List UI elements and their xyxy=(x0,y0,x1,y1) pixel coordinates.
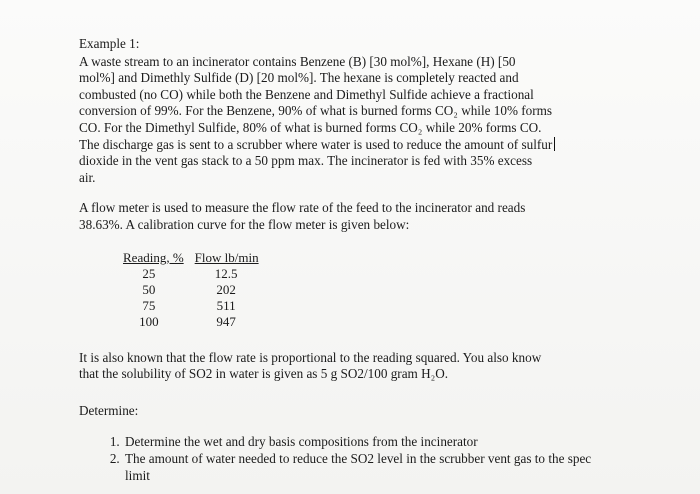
determine-label: Determine: xyxy=(79,402,139,418)
list-item: 1. Determine the wet and dry basis compositions from the incinerator xyxy=(123,434,619,451)
intro-line: The discharge gas is sent to a scrubber where water is used to reduce the amount of sulfur xyxy=(79,136,553,152)
reading-cell: 75 xyxy=(142,297,156,313)
flow-line: 38.63%. A calibration curve for the flow meter is given below: xyxy=(79,216,410,232)
intro-line: A waste stream to an incinerator contains Benzene (B) [30 mol%], Hexane (H) [50 xyxy=(79,53,516,69)
reading-cell: 100 xyxy=(139,313,159,329)
intro-line-with-cursor xyxy=(79,137,619,154)
flow-cell: 202 xyxy=(216,281,236,297)
calibration-header-row xyxy=(123,250,264,266)
document-body xyxy=(79,36,619,484)
problem-statement xyxy=(79,54,619,187)
solubility-line: that the solubility of SO2 in water is given as 5 g SO2/100 gram H₂O. xyxy=(79,366,449,382)
intro-line: air. xyxy=(79,169,96,185)
flow-line: A flow meter is used to measure the flow rate of the feed to the incinerator and reads xyxy=(79,200,526,216)
header-reading: Reading, % xyxy=(123,249,184,265)
text-cursor xyxy=(554,137,555,151)
task-list xyxy=(79,434,619,484)
reading-cell: 25 xyxy=(142,265,156,281)
calibration-table-wrap xyxy=(123,250,619,330)
calibration-table xyxy=(123,250,264,330)
table-row xyxy=(123,282,264,298)
flow-meter-paragraph xyxy=(79,200,619,233)
intro-line: mol%] and Dimethly Sulfide (D) [20 mol%]. The hexane is completely reacted and xyxy=(79,70,519,86)
intro-line: CO. For the Dimethyl Sulfide, 80% of what is burned forms CO₂ while 20% forms CO. xyxy=(79,119,542,135)
intro-line: conversion of 99%. For the Benzene, 90% of what is burned forms CO₂ while 10% forms xyxy=(79,103,553,119)
flow-cell: 947 xyxy=(216,313,236,329)
example-title: Example 1: xyxy=(79,36,140,51)
solubility-line: It is also known that the flow rate is proportional to the reading squared. You also know xyxy=(79,349,542,365)
table-row xyxy=(123,298,264,314)
intro-line: combusted (no CO) while both the Benzene and Dimethyl Sulfide achieve a fractional xyxy=(79,86,534,102)
intro-line: dioxide in the vent gas stack to a 50 ppm max. The incinerator is fed with 35% excess xyxy=(79,153,533,169)
reading-cell: 50 xyxy=(142,281,156,297)
list-item: 2. The amount of water needed to reduce the SO2 level in the scrubber vent gas to the spec limit xyxy=(123,451,619,484)
solubility-paragraph xyxy=(79,350,619,383)
flow-cell: 12.5 xyxy=(214,265,238,281)
flow-cell: 511 xyxy=(216,297,236,313)
table-row xyxy=(123,314,264,330)
table-row xyxy=(123,266,264,282)
header-flow: Flow lb/min xyxy=(194,249,259,265)
